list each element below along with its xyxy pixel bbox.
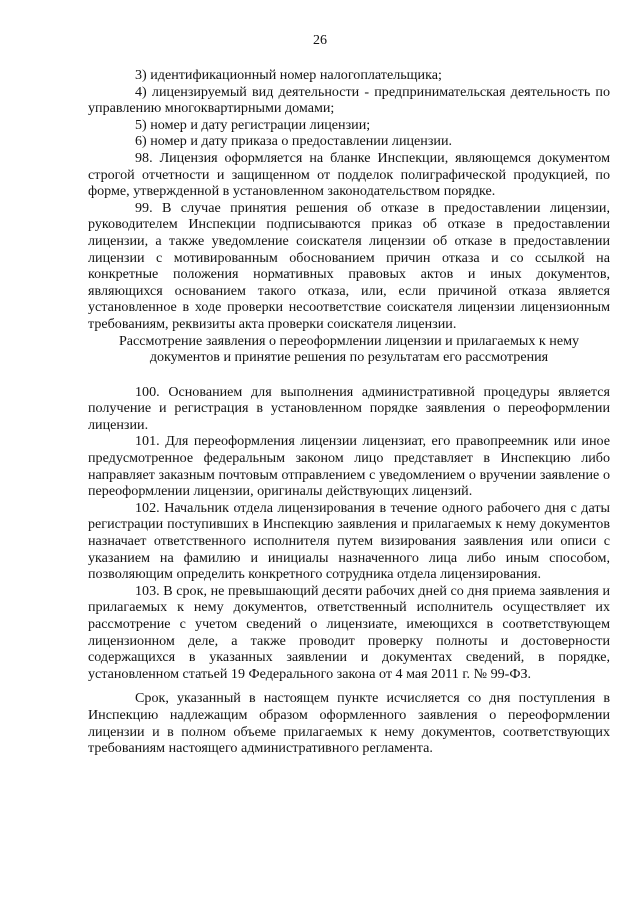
paragraph-99: 99. В случае принятия решения об отказе в предоставлении лицензии, руководителем Инспекции подписываются приказ об отказе в предоставлении лицензии, а также уведомление соискателя лицензии об отказе в предоставлении лицензии с мотивированным обоснованием причин отказа и со ссылкой на конкретные положения нормативных правовых актов и иных документов, являющихся основанием такого отказа, или, если причиной отказа является установленное в ходе проверки несоответствие соискателя лицензии лицензионным требованиям, реквизиты акта проверки соискателя лицензии.	[88, 199, 610, 332]
paragraph-102: 102. Начальник отдела лицензирования в течение одного рабочего дня с даты регистрации поступивших в Инспекцию заявления и прилагаемых к нему документов назначает ответственного исполнителя путем визирования заявления или описи с указанием на фамилию и инициалы назначенного лица либо иным способом, позволяющим определить конкретного сотрудника отдела лицензирования.	[88, 499, 610, 583]
spacer	[88, 366, 610, 384]
document-body	[88, 67, 610, 757]
list-item-6: 6) номер и дату приказа о предоставлении лицензии.	[135, 133, 453, 150]
paragraph-101: 101. Для переоформления лицензии лицензиат, его правопреемник или иное предусмотренное федеральным законом лицо представляет в Инспекцию либо направляет заказным почтовым отправлением с уведомлением о вручении заявление о переоформлении лицензии, оригиналы действующих лицензий.	[88, 433, 610, 500]
paragraph-103: 103. В срок, не превышающий десяти рабочих дней со дня приема заявления и прилагаемых к нему документов, ответственный исполнитель осуществляет их рассмотрение с учетом сведений о лицензиате, имеющихся в соответствующем лицензионном деле, а также проводит проверку полноты и достоверности содержащихся в указанных заявлении и документах сведений, в порядке, установленном статьей 19 Федерального закона от 4 мая 2011 г. № 99-ФЗ.	[88, 582, 610, 682]
spacer	[88, 682, 610, 690]
paragraph-term: Срок, указанный в настоящем пункте исчисляется со дня поступления в Инспекцию надлежащим образом оформленного заявления о переоформлении лицензии и в полном объеме прилагаемых к нему документов, соответствующих требованиям настоящего административного регламента.	[88, 690, 610, 757]
paragraph-98: 98. Лицензия оформляется на бланке Инспекции, являющемся документом строгой отчетности и защищенном от подделок полиграфической продукцией, по форме, утвержденной в установленном законодательством порядке.	[88, 149, 610, 200]
list-item-3: 3) идентификационный номер налогоплательщика;	[135, 67, 442, 83]
page-number: 26	[313, 33, 327, 48]
paragraph-100: 100. Основанием для выполнения административной процедуры является получение и регистрация в установленном порядке заявления о переоформлении лицензии.	[88, 383, 610, 433]
list-item-5: 5) номер и дату регистрации лицензии;	[135, 116, 371, 133]
section-heading: Рассмотрение заявления о переоформлении лицензии и прилагаемых к нему документов и принятие решения по результатам его рассмотрения	[118, 332, 580, 366]
list-item-4: 4) лицензируемый вид деятельности - предпринимательская деятельность по управлению многоквартирными домами;	[88, 83, 610, 117]
